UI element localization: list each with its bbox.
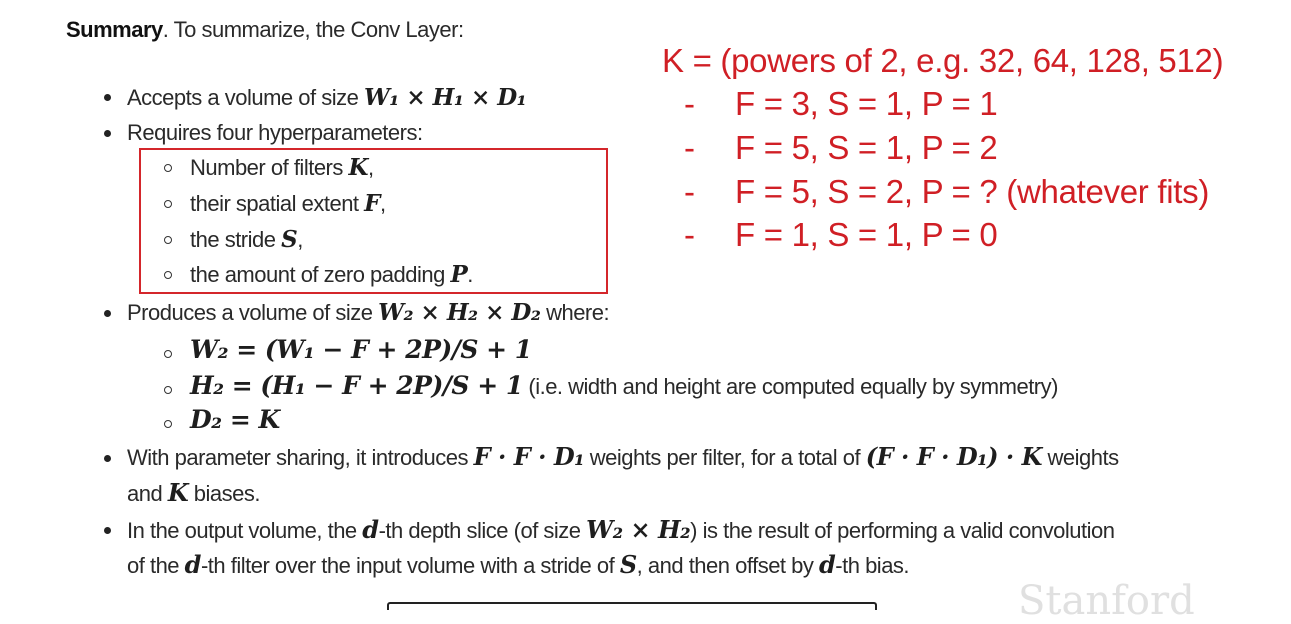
setting-annotation: F = 5, S = 1, P = 2 [735, 129, 998, 166]
setting-dash: - [684, 85, 695, 122]
summary-heading [66, 17, 464, 43]
setting-annotation: F = 5, S = 2, P = ? (whatever fits) [735, 173, 1210, 210]
summary-intro: . To summarize, the Conv Layer: [162, 17, 464, 42]
accepts-line: Accepts a volume of size W₁ × H₁ × D₁ [127, 84, 527, 111]
sub-bullet-circle [164, 420, 172, 428]
summary-label: Summary [66, 17, 163, 42]
bullet-dot [104, 310, 111, 317]
setting-dash: - [684, 173, 695, 210]
setting-annotation: F = 3, S = 1, P = 1 [735, 85, 998, 122]
sub-bullet-circle [164, 386, 172, 394]
bullet-dot [104, 455, 111, 462]
bullet-dot [104, 527, 111, 534]
k-annotation: K = (powers of 2, e.g. 32, 64, 128, 512) [662, 42, 1224, 79]
input-volume-formula: W₁ × H₁ × D₁ [363, 84, 527, 111]
hyperparameter-item: their spatial extent F, [190, 190, 386, 217]
output-line-2: of the d-th filter over the input volume with a stride of S, and then offset by d-th bias. [127, 550, 910, 579]
sub-bullet-circle [164, 350, 172, 358]
video-control-bar-edge [387, 602, 877, 610]
requires-line: Requires four hyperparameters: [127, 120, 423, 145]
equation-width: W₂ = (W₁ − F + 2P)/S + 1 [190, 335, 532, 364]
hyperparameter-item: the stride S, [190, 226, 303, 253]
sub-bullet-circle [164, 236, 172, 244]
hyperparameter-item: Number of filters K, [190, 154, 374, 181]
sub-bullet-circle [164, 200, 172, 208]
equation-height: H₂ = (H₁ − F + 2P)/S + 1 (i.e. width and height are computed equally by symmetry) [190, 371, 1058, 400]
sub-bullet-circle [164, 164, 172, 172]
setting-dash: - [684, 216, 695, 253]
setting-dash: - [684, 129, 695, 166]
sharing-line-1: With parameter sharing, it introduces F · F · D₁ weights per filter, for a total of (F · F · D₁) · K weights [127, 442, 1119, 471]
hyperparameter-item: the amount of zero padding P. [190, 261, 473, 288]
sharing-line-2: and K biases. [127, 478, 261, 507]
bullet-dot [104, 94, 111, 101]
equation-depth: D₂ = K [190, 405, 280, 434]
output-volume-formula: W₂ × H₂ × D₂ [378, 299, 541, 326]
setting-annotation: F = 1, S = 1, P = 0 [735, 216, 998, 253]
output-line-1: In the output volume, the d-th depth slice (of size W₂ × H₂) is the result of performing a valid convolution [127, 515, 1115, 544]
produces-line: Produces a volume of size W₂ × H₂ × D₂ where: [127, 299, 610, 326]
sub-bullet-circle [164, 271, 172, 279]
stanford-watermark: Stanford [1018, 578, 1195, 624]
bullet-dot [104, 130, 111, 137]
